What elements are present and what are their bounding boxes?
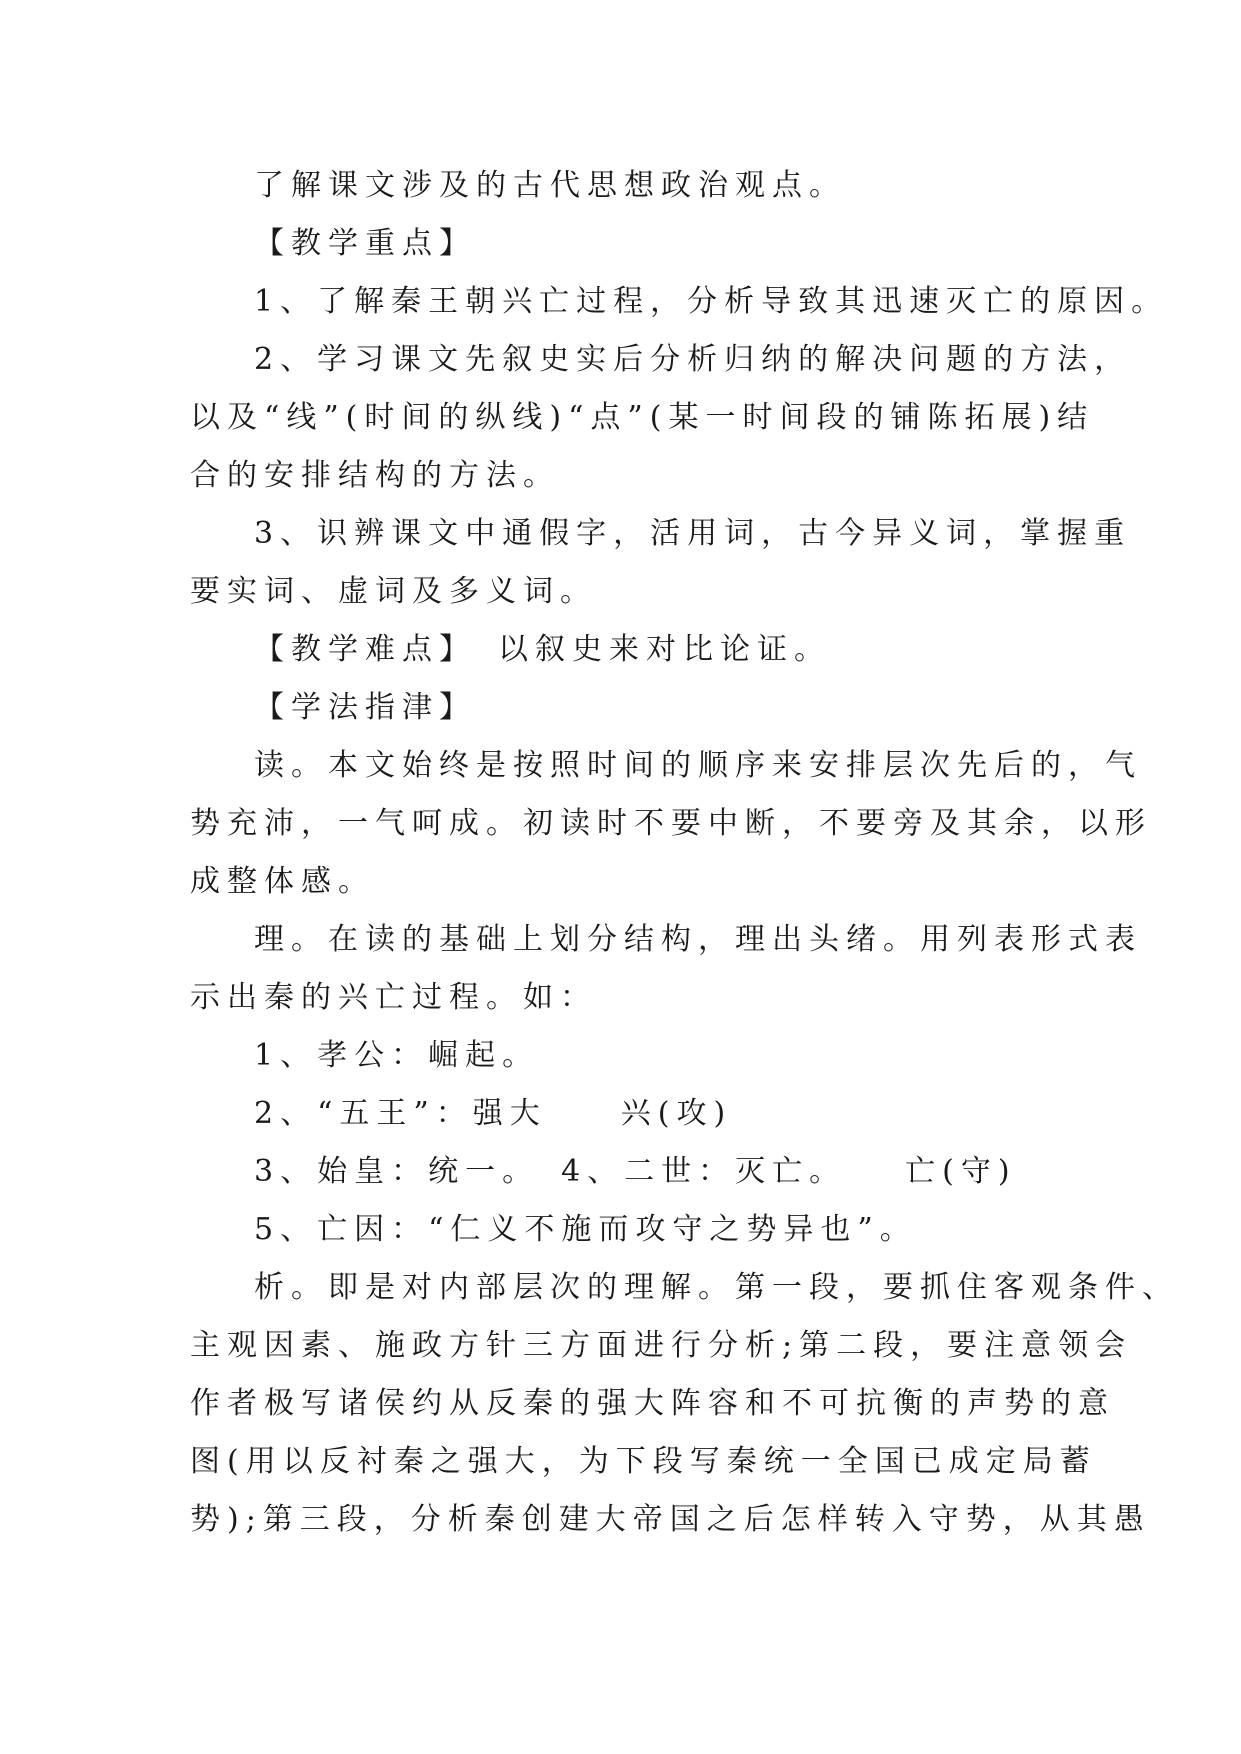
text-line: 作者极写诸侯约从反秦的强大阵容和不可抗衡的声势的意 <box>190 1386 1115 1421</box>
text-line: 了解课文涉及的古代思想政治观点。 <box>254 168 846 203</box>
text-line: 示出秦的兴亡过程。如： <box>190 980 597 1015</box>
list-item: 5、亡因：“仁义不施而攻守之势异也”。 <box>254 1212 917 1247</box>
text-line: 3、识辨课文中通假字，活用词，古今异义词，掌握重 <box>254 516 1132 551</box>
list-item: 3、始皇：统一。 4、二世：灭亡。 亡(守) <box>254 1154 1017 1189</box>
section-heading-difficulties: 【教学难点】 以叙史来对比论证。 <box>254 632 831 667</box>
section-heading-study-method: 【学法指津】 <box>254 690 476 725</box>
text-line: 要实词、虚词及多义词。 <box>190 574 597 609</box>
section-heading-key-points: 【教学重点】 <box>254 226 476 261</box>
text-line: 析。即是对内部层次的理解。第一段，要抓住客观条件、 <box>254 1270 1179 1305</box>
list-item: 2、“五王”：强大 兴(攻) <box>254 1096 733 1131</box>
text-line: 图(用以反衬秦之强大，为下段写秦统一全国已成定局蓄 <box>190 1444 1097 1479</box>
list-item: 1、孝公：崛起。 <box>254 1038 540 1073</box>
text-line: 2、学习课文先叙史实后分析归纳的解决问题的方法， <box>254 342 1132 377</box>
text-line: 主观因素、施政方针三方面进行分析;第二段，要注意领会 <box>190 1328 1133 1363</box>
text-line: 成整体感。 <box>190 864 375 899</box>
text-line: 合的安排结构的方法。 <box>190 458 560 493</box>
text-line: 势充沛，一气呵成。初读时不要中断，不要旁及其余，以形 <box>190 806 1152 841</box>
text-line: 势);第三段，分析秦创建大帝国之后怎样转入守势，从其愚 <box>190 1502 1151 1537</box>
text-line: 1、了解秦王朝兴亡过程，分析导致其迅速灭亡的原因。 <box>254 284 1169 319</box>
text-line: 以及“线”(时间的纵线)“点”(某一时间段的铺陈拓展)结 <box>190 400 1095 435</box>
text-line: 理。在读的基础上划分结构，理出头绪。用列表形式表 <box>254 922 1142 957</box>
text-line: 读。本文始终是按照时间的顺序来安排层次先后的，气 <box>254 748 1142 783</box>
